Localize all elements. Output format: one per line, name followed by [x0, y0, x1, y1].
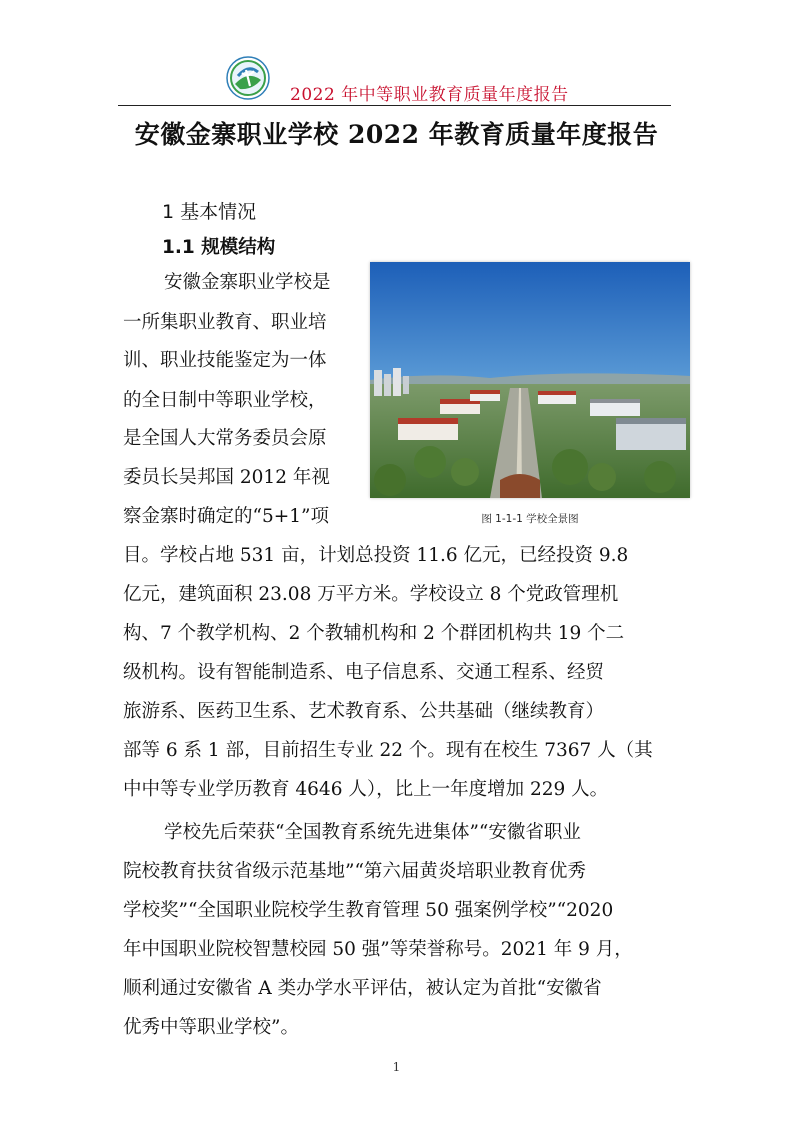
body-text-line: 优秀中等职业学校”。	[123, 1017, 299, 1038]
body-text-line: 院校教育扶贫省级示范基地”“第六届黄炎培职业教育优秀	[123, 861, 586, 882]
figure-caption: 图 1-1-1 学校全景图	[481, 513, 579, 525]
body-text-line: 部等 6 系 1 部，目前招生专业 22 个。现有在校生 7367 人（其	[123, 740, 653, 761]
body-text-line: 委员长吴邦国 2012 年视	[123, 467, 330, 488]
body-text-line: 学校先后荣获“全国教育系统先进集体”“安徽省职业	[164, 822, 581, 843]
body-text-line: 级机构。设有智能制造系、电子信息系、交通工程系、经贸	[123, 662, 605, 683]
body-text-line: 是全国人大常务委员会原	[123, 428, 327, 449]
school-emblem-icon	[226, 56, 270, 100]
page-number: 1	[392, 1060, 401, 1074]
document-title: 安徽金寨职业学校 2022 年教育质量年度报告	[134, 120, 659, 149]
body-text-line: 目。学校占地 531 亩，计划总投资 11.6 亿元，已经投资 9.8	[123, 545, 629, 566]
header-divider	[118, 105, 671, 106]
body-text-line: 察金寨时确定的“5+1”项	[123, 506, 329, 527]
body-text-line: 学校奖”“全国职业院校学生教育管理 50 强案例学校”“2020	[123, 900, 614, 921]
section-heading-basic-info: 1 基本情况	[162, 201, 257, 223]
body-text-line: 构、7 个教学机构、2 个教辅机构和 2 个群团机构共 19 个二	[123, 623, 625, 644]
body-text-line: 训、职业技能鉴定为一体	[123, 350, 327, 371]
body-text-line: 一所集职业教育、职业培	[123, 312, 327, 333]
report-header-title: 2022 年中等职业教育质量年度报告	[290, 85, 569, 105]
body-text-line: 顺利通过安徽省 A 类办学水平评估，被认定为首批“安徽省	[123, 978, 602, 999]
campus-panorama-photo	[370, 262, 690, 498]
body-text-line: 旅游系、医药卫生系、艺术教育系、公共基础（继续教育）	[123, 701, 605, 722]
body-text-line: 中中等专业学历教育 4646 人），比上一年度增加 229 人。	[123, 779, 609, 800]
body-text-line: 亿元，建筑面积 23.08 万平方米。学校设立 8 个党政管理机	[123, 584, 619, 605]
subsection-heading-scale: 1.1 规模结构	[162, 237, 276, 258]
body-text-line: 年中国职业院校智慧校园 50 强”等荣誉称号。2021 年 9 月，	[123, 939, 633, 960]
body-text-line: 安徽金寨职业学校是	[164, 272, 331, 293]
body-text-line: 的全日制中等职业学校，	[123, 390, 327, 411]
